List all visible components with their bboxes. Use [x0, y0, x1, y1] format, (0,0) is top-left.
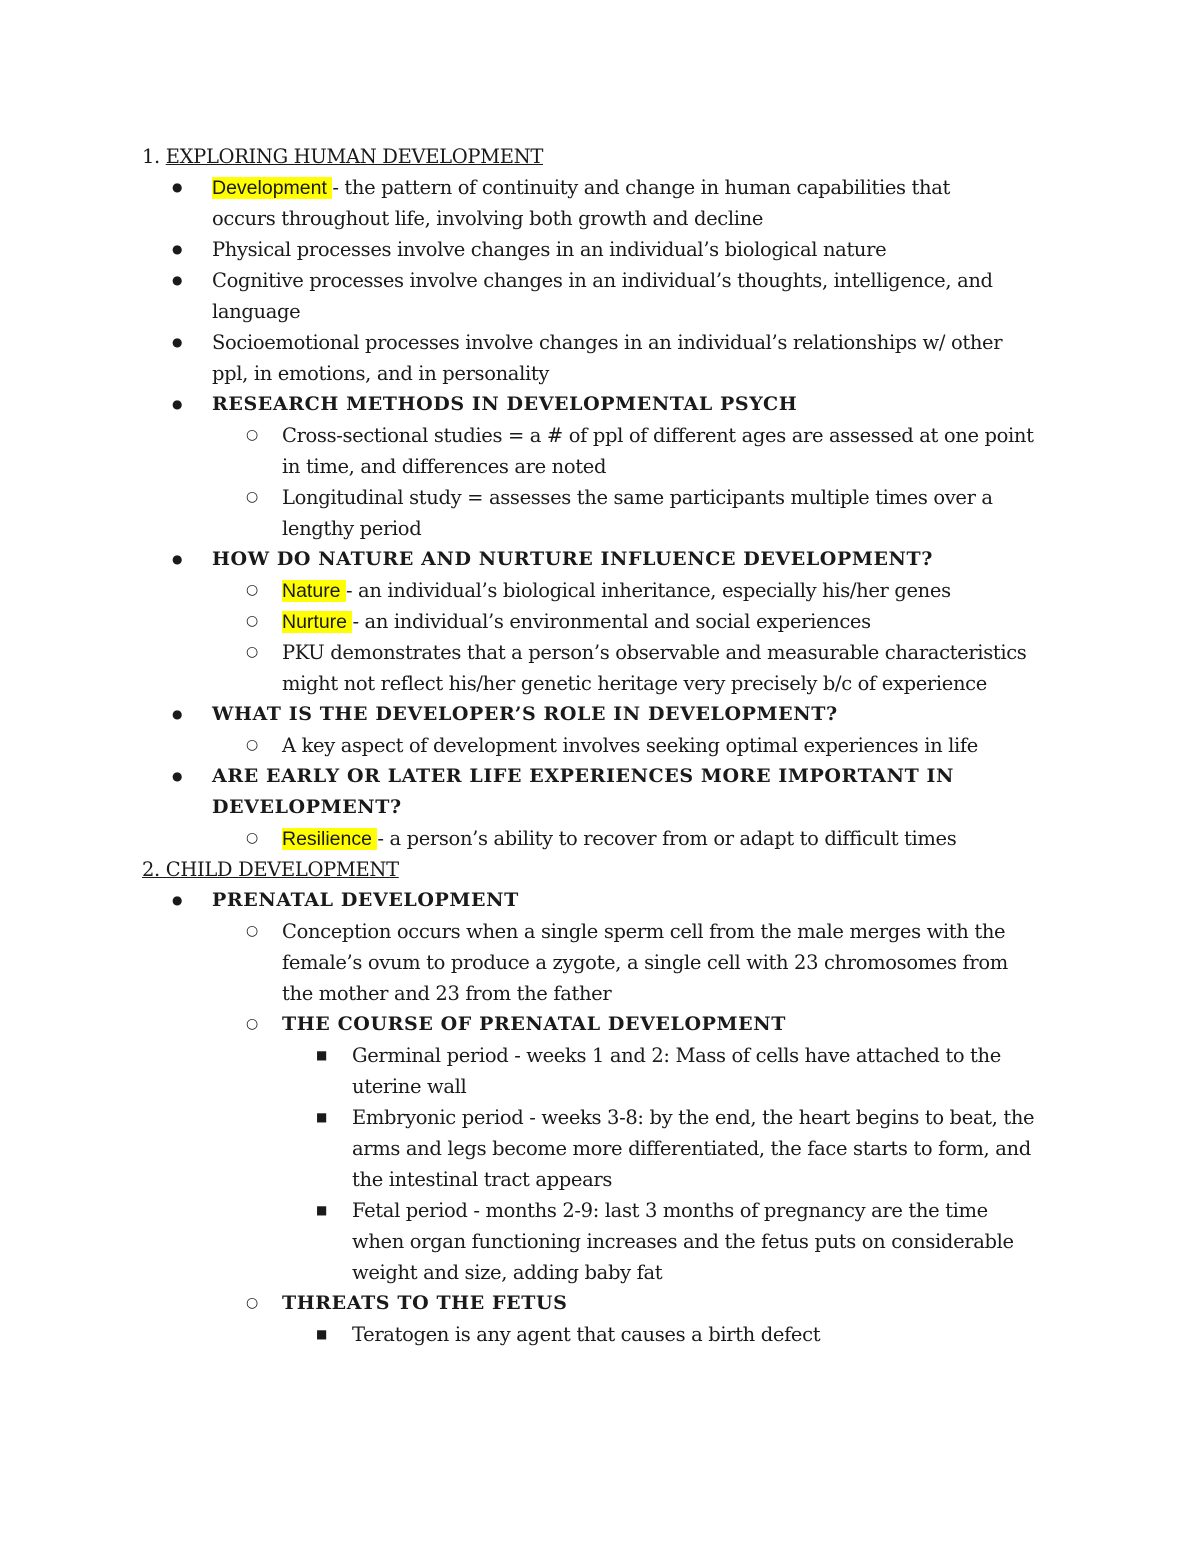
bullet-circle-icon: ○: [246, 1016, 259, 1032]
section-2-heading: 2. CHILD DEVELOPMENT: [142, 858, 399, 881]
section-1-heading: 1. EXPLORING HUMAN DEVELOPMENT: [142, 145, 543, 168]
list-item-continuation: in time, and differences are noted: [282, 455, 607, 478]
list-item: ● Development - the pattern of continuity and change in human capabilities that: [142, 172, 1072, 203]
subheading-continuation: DEVELOPMENT?: [212, 796, 402, 818]
subheading: ○ THE COURSE OF PRENATAL DEVELOPMENT: [142, 1009, 1072, 1040]
notes-body: [142, 141, 1072, 1350]
list-item-continuation: occurs throughout life, involving both growth and decline: [212, 207, 764, 230]
list-item: ■ Embryonic period - weeks 3-8: by the end, the heart begins to beat, the: [142, 1102, 1072, 1133]
list-item: ○ A key aspect of development involves seeking optimal experiences in life: [142, 730, 1072, 761]
subheading: ● ARE EARLY OR LATER LIFE EXPERIENCES MORE IMPORTANT IN: [142, 761, 1072, 792]
highlighted-term: Resilience: [282, 828, 378, 850]
list-item-continuation: might not reflect his/her genetic heritage very precisely b/c of experience: [282, 672, 987, 695]
bullet-disc-icon: ●: [172, 552, 184, 566]
list-item-continuation: arms and legs become more differentiated, the face starts to form, and: [352, 1137, 1031, 1160]
list-item: ○ Nature - an individual’s biological inheritance, especially his/her genes: [142, 575, 1072, 606]
list-item: ■ Teratogen is any agent that causes a birth defect: [142, 1319, 1072, 1350]
list-item-continuation: uterine wall: [352, 1075, 467, 1098]
list-item: ○ Resilience - a person’s ability to recover from or adapt to difficult times: [142, 823, 1072, 854]
bullet-square-icon: ■: [316, 1203, 327, 1217]
bullet-disc-icon: ●: [172, 769, 184, 783]
bullet-circle-icon: ○: [246, 644, 258, 660]
list-item-continuation: weight and size, adding baby fat: [352, 1261, 663, 1284]
list-item-continuation: when organ functioning increases and the fetus puts on considerable: [352, 1230, 1014, 1253]
bullet-square-icon: ■: [316, 1110, 327, 1124]
bullet-circle-icon: ○: [246, 582, 258, 598]
highlighted-term: Nature: [282, 580, 346, 602]
bullet-circle-icon: ○: [246, 923, 258, 939]
list-item-continuation: lengthy period: [282, 517, 422, 540]
list-item-continuation: the intestinal tract appears: [352, 1168, 613, 1191]
bullet-disc-icon: ●: [172, 242, 183, 256]
bullet-disc-icon: ●: [172, 180, 183, 194]
list-item: ● Socioemotional processes involve changes in an individual’s relationships w/ other: [142, 327, 1072, 358]
bullet-circle-icon: ○: [246, 613, 258, 629]
list-item: ○ PKU demonstrates that a person’s observable and measurable characteristics: [142, 637, 1072, 668]
list-item: ■ Fetal period - months 2-9: last 3 months of pregnancy are the time: [142, 1195, 1072, 1226]
bullet-disc-icon: ●: [172, 335, 183, 349]
list-item-continuation: female’s ovum to produce a zygote, a single cell with 23 chromosomes from: [282, 951, 1008, 974]
list-item: ○ Nurture - an individual’s environmental and social experiences: [142, 606, 1072, 637]
subheading: ○ THREATS TO THE FETUS: [142, 1288, 1072, 1319]
bullet-circle-icon: ○: [246, 427, 258, 443]
list-item: ● Physical processes involve changes in an individual’s biological nature: [142, 234, 1072, 265]
list-item: ● Cognitive processes involve changes in an individual’s thoughts, intelligence, and: [142, 265, 1072, 296]
list-item: ■ Germinal period - weeks 1 and 2: Mass of cells have attached to the: [142, 1040, 1072, 1071]
highlighted-term: Development: [212, 177, 333, 199]
bullet-disc-icon: ●: [172, 397, 184, 411]
bullet-disc-icon: ●: [172, 893, 184, 907]
subheading: ● HOW DO NATURE AND NURTURE INFLUENCE DEVELOPMENT?: [142, 544, 1072, 575]
list-item-continuation: the mother and 23 from the father: [282, 982, 612, 1005]
list-item-continuation: ppl, in emotions, and in personality: [212, 362, 550, 385]
highlighted-term: Nurture: [282, 611, 353, 633]
bullet-square-icon: ■: [316, 1327, 327, 1341]
bullet-circle-icon: ○: [246, 737, 258, 753]
subheading: ● PRENATAL DEVELOPMENT: [142, 885, 1072, 916]
list-item: ○ Cross-sectional studies = a # of ppl of different ages are assessed at one point: [142, 420, 1072, 451]
bullet-square-icon: ■: [316, 1048, 327, 1062]
list-item-continuation: language: [212, 300, 301, 323]
subheading: ● RESEARCH METHODS IN DEVELOPMENTAL PSYCH: [142, 389, 1072, 420]
subheading: ● WHAT IS THE DEVELOPER’S ROLE IN DEVELOPMENT?: [142, 699, 1072, 730]
list-item: ○ Longitudinal study = assesses the same participants multiple times over a: [142, 482, 1072, 513]
bullet-disc-icon: ●: [172, 707, 184, 721]
bullet-circle-icon: ○: [246, 489, 258, 505]
bullet-circle-icon: ○: [246, 1295, 259, 1311]
bullet-circle-icon: ○: [246, 830, 258, 846]
list-item: ○ Conception occurs when a single sperm cell from the male merges with the: [142, 916, 1072, 947]
bullet-disc-icon: ●: [172, 273, 183, 287]
